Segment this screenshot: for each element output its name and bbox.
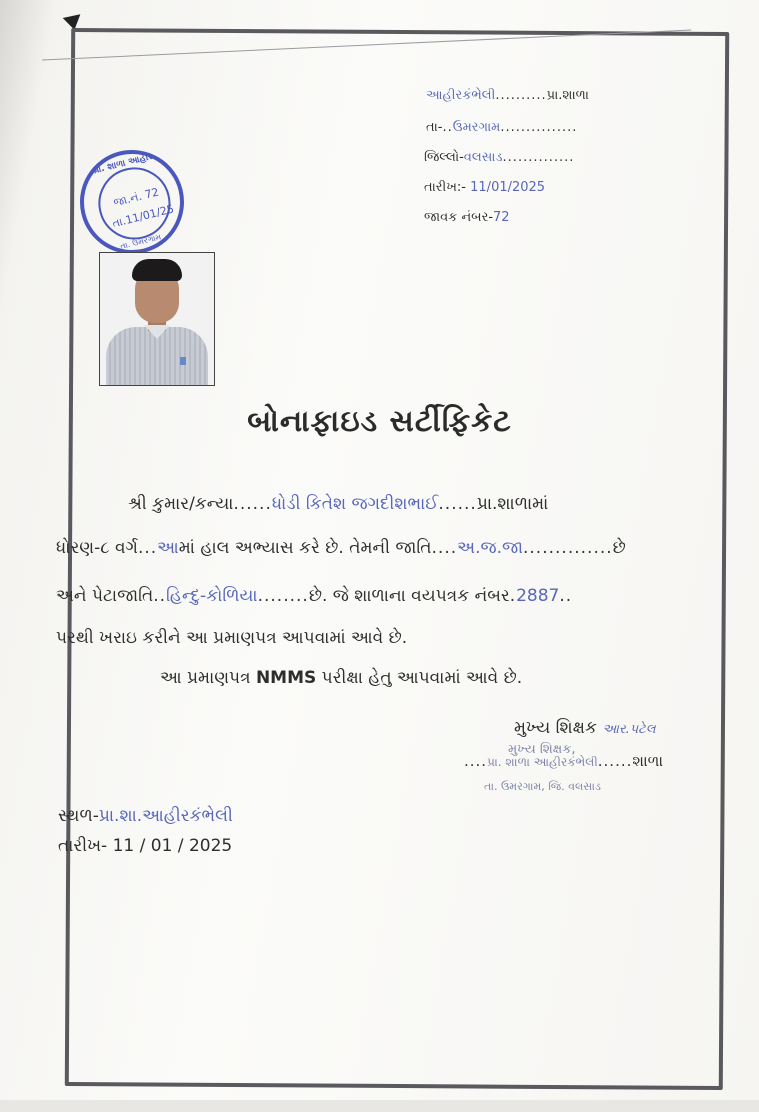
stamp-date: તા.11/01/25: [111, 202, 176, 231]
signature-stamp-line2: પ્રા. શાળા આહીરકંભેલી: [487, 755, 598, 769]
body-line-2: ધોરણ-૮ વર્ગ...આમાં હાલ અભ્યાસ કરે છે. તેમની જાતિ....અ.જ.જા..............છે: [56, 538, 626, 558]
student-photo: [99, 252, 215, 386]
footer-date-line: [58, 836, 232, 856]
place-line: [58, 806, 233, 826]
exam-name: NMMS: [255, 668, 317, 688]
stamp-ring-text: પ્રા. શાળા આહીર: [92, 151, 155, 177]
body-line-3: અને પેટાજાતિ..હિન્દુ-કોળિયા........છે. જે શાળાના વયપત્રક નંબર.2887..: [56, 586, 573, 606]
school-sign-line: ....પ્રા. શાળા આહીરકંભેલી......શાળા: [464, 752, 663, 770]
school-name-line: આહીરકંભેલી..........પ્રા.શાળા: [426, 88, 589, 103]
school-name-handwritten: આહીરકંભેલી: [426, 88, 496, 103]
handwritten-signature: આર.પટેલ: [602, 722, 656, 737]
line5-prefix: આ પ્રમાણપત્ર: [160, 668, 256, 688]
taluka-label: તા-: [426, 120, 443, 135]
register-value: 2887: [516, 586, 560, 606]
outward-number-line: [424, 210, 510, 225]
signature-stamp-line3: તા. ઉમરગામ, જિ. વલસાડ: [484, 780, 601, 793]
line1-prefix: શ્રી કુમાર/કન્યા: [128, 494, 234, 514]
line3-prefix: અને પેટાજાતિ: [56, 586, 154, 606]
date-label: તારીખ:-: [424, 180, 466, 195]
body-line-5: [160, 668, 522, 688]
line2-suffix: છે: [612, 538, 626, 558]
subcaste-value: હિન્દુ-કોળિયા: [166, 586, 258, 606]
footer-date-label: તારીખ-: [58, 836, 108, 856]
footer-date-value: 11 / 01 / 2025: [112, 836, 233, 856]
district-label: જિલ્લો-: [424, 150, 464, 165]
line1-suffix: પ્રા.શાળામાં: [476, 494, 549, 514]
body-line-4: પરથી ખરાઇ કરીને આ પ્રમાણપત્ર આપવામાં આવે છે.: [56, 628, 408, 648]
line2-prefix: ધોરણ-૮ વર્ગ: [56, 538, 138, 558]
date-line: [424, 180, 545, 195]
outward-value: 72: [493, 210, 510, 225]
school-suffix: પ્રા.શાળા: [546, 88, 589, 103]
school-line-suffix: શાળા: [632, 752, 663, 770]
taluka-line: તા-..ઉમરગામ...............: [426, 120, 578, 135]
caste-value: અ.જ.જા: [457, 538, 523, 558]
line2-mid: માં હાલ અભ્યાસ કરે છે. તેમની જાતિ: [178, 538, 432, 558]
line3-mid: છે. જે શાળાના વયપત્રક નંબર: [308, 586, 510, 606]
stamp-number: જા.નં. 72: [112, 185, 161, 210]
student-name: ધોડી કિતેશ જગદીશભાઈ: [271, 494, 439, 514]
signature-label: મુખ્ય શિક્ષક: [514, 718, 597, 738]
class-value: આ: [157, 538, 179, 558]
place-label: સ્થળ-: [58, 806, 99, 826]
district-value: વલસાડ: [463, 150, 503, 165]
certificate-title: બોનાફાઇડ સર્ટીફિકેટ: [247, 404, 512, 439]
date-value: 11/01/2025: [470, 180, 546, 195]
taluka-value: ઉમરગામ: [452, 120, 501, 135]
place-value: પ્રા.શા.આહીરકંભેલી: [98, 806, 233, 826]
line5-suffix: પરીક્ષા હેતુ આપવામાં આવે છે.: [316, 668, 523, 688]
district-line: જિલ્લો-વલસાડ..............: [424, 150, 575, 165]
signature-label-line: [514, 718, 656, 738]
body-line-1: શ્રી કુમાર/કન્યા......ધોડી કિતેશ જગદીશભાઈ......પ્રા.શાળામાં: [128, 494, 549, 514]
signature-stamp-line1: મુખ્ય શિક્ષક,: [508, 742, 576, 757]
stamp-ring-bottom: તા. ઉમરગામ: [119, 232, 162, 251]
outward-label: જાવક નંબર-: [424, 210, 494, 225]
